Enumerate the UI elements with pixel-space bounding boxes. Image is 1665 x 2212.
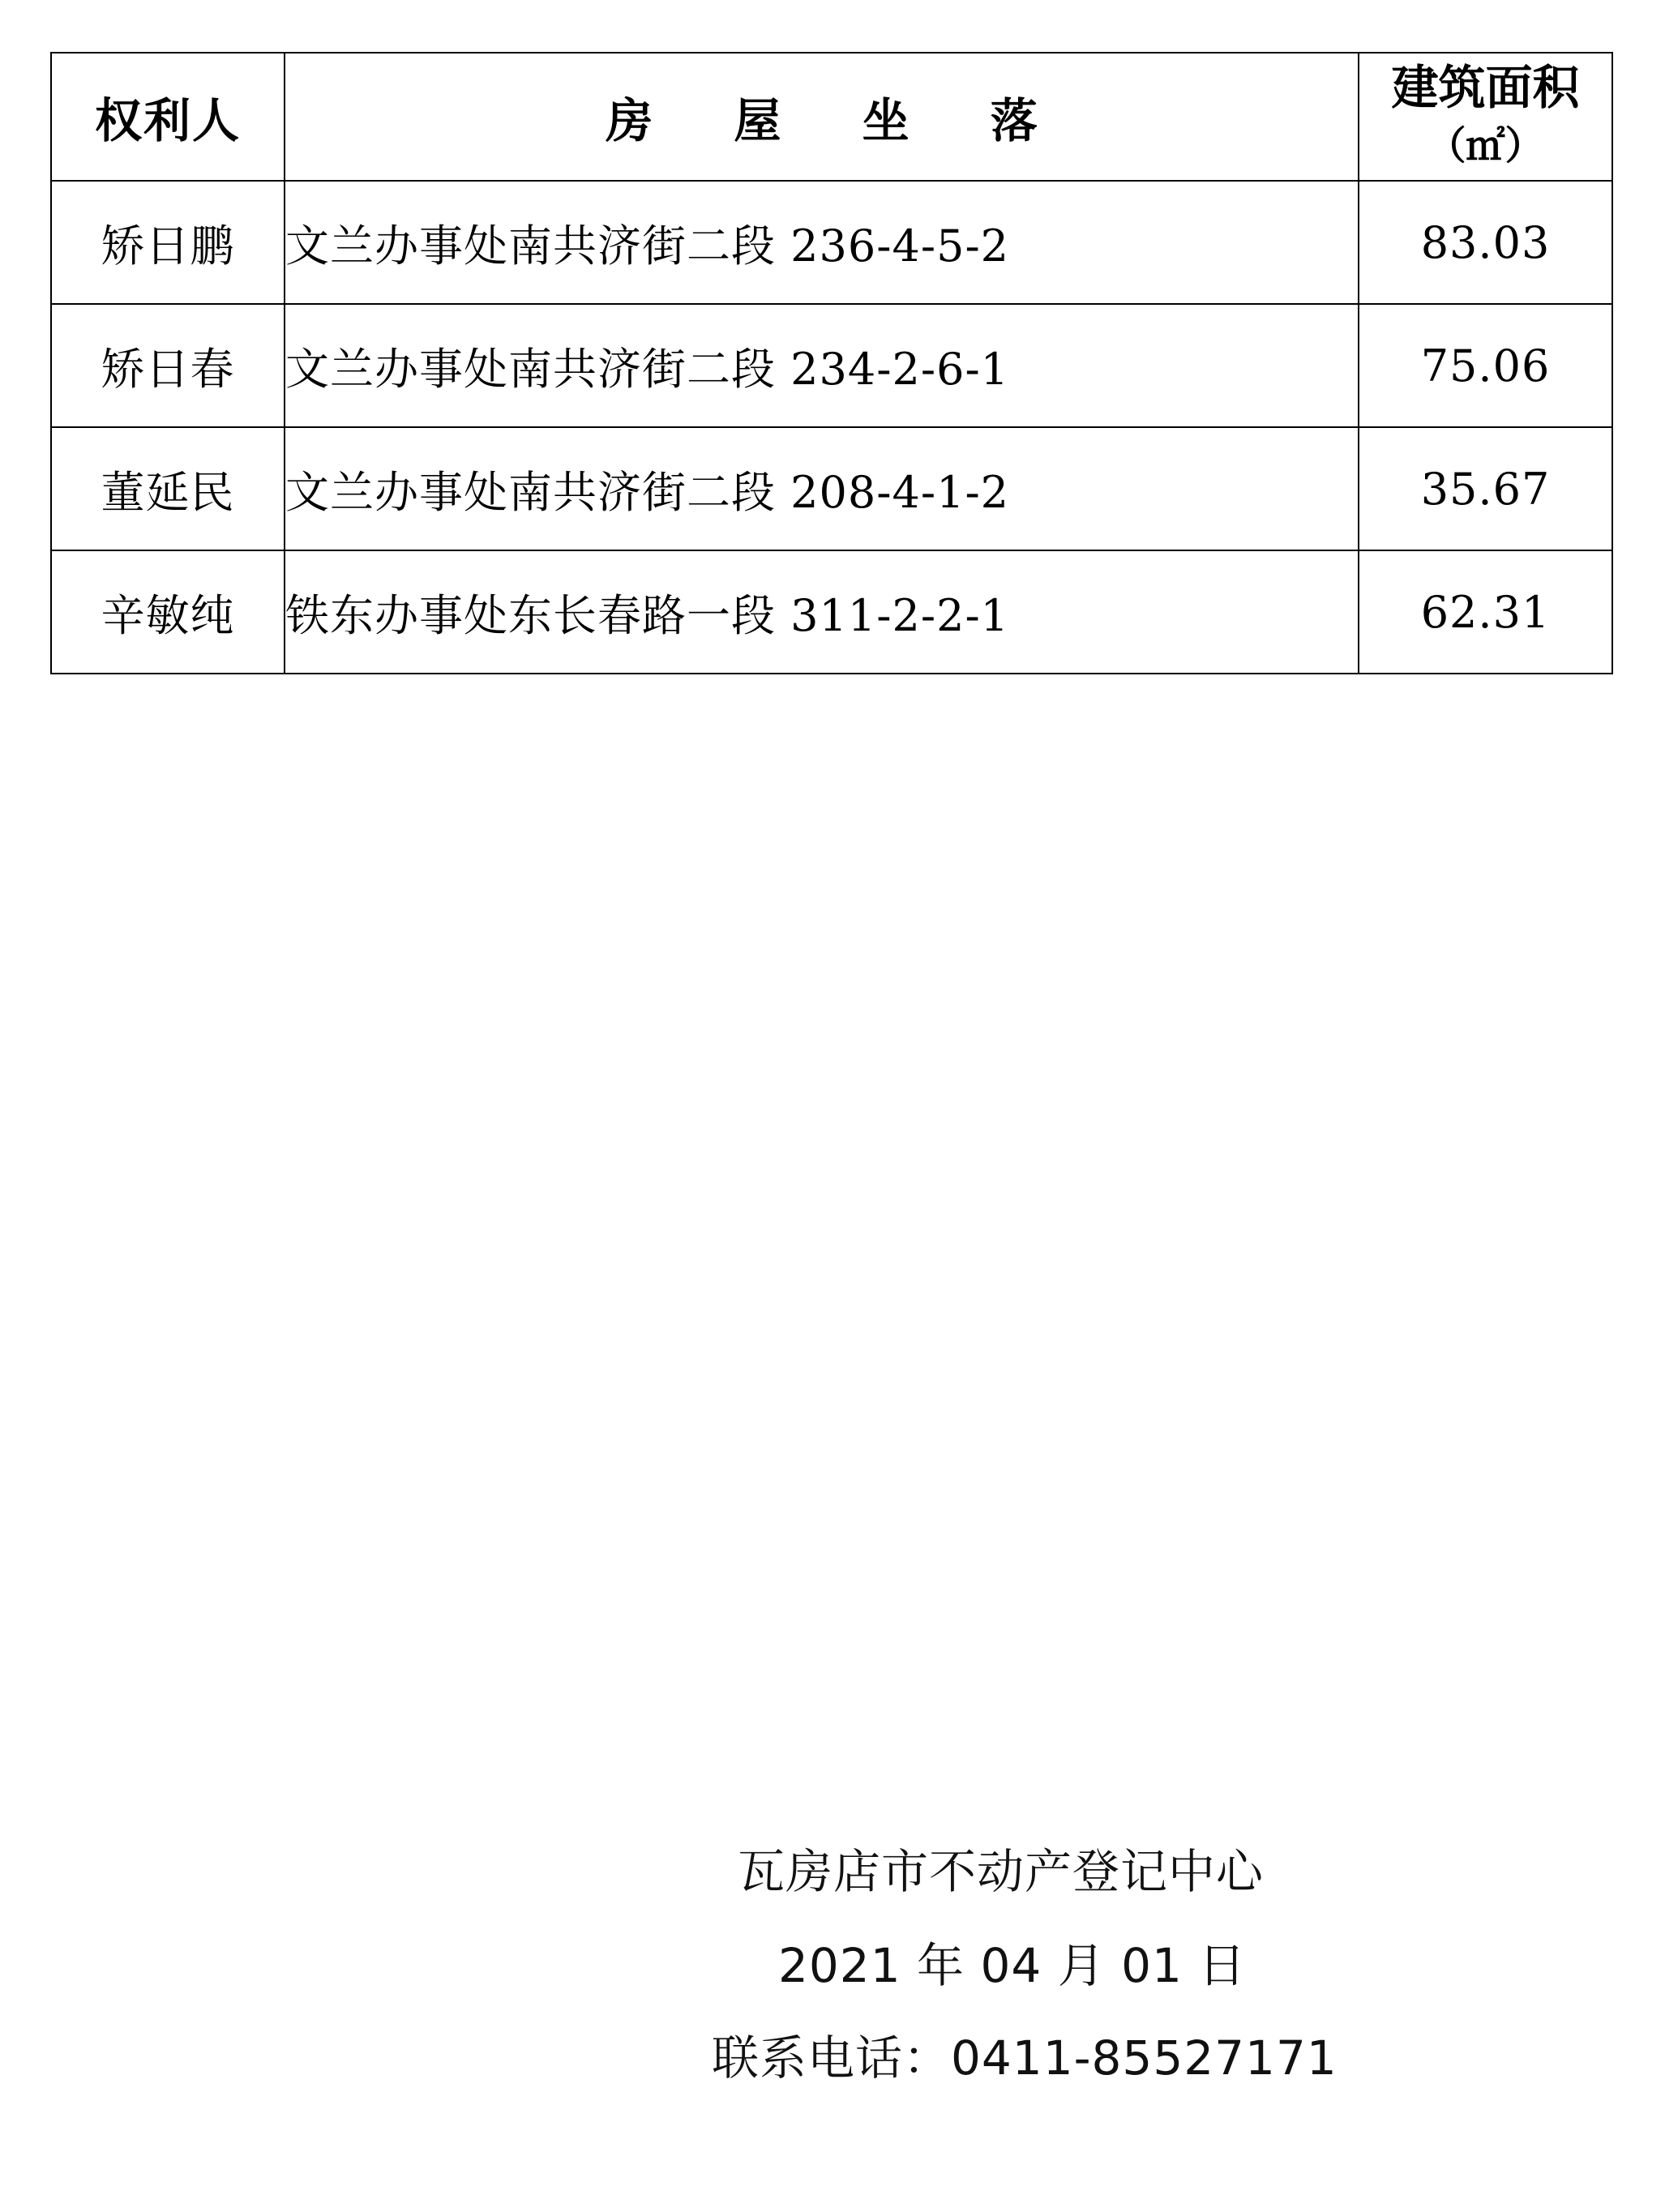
- table-row: [51, 304, 1612, 427]
- issue-date: 2021 年 04 月 01 日: [778, 1938, 1247, 1993]
- table-header-row: [51, 53, 1612, 181]
- location-cell: 文兰办事处南共济街二段 236-4-5-2: [285, 181, 1359, 304]
- property-registry-table: [50, 52, 1613, 674]
- area-cell: 62.31: [1359, 550, 1612, 674]
- header-owner: 权利人: [51, 53, 285, 181]
- location-cell: 铁东办事处东长春路一段 311-2-2-1: [285, 550, 1359, 674]
- owner-cell: 辛敏纯: [51, 550, 285, 674]
- owner-cell: 董延民: [51, 427, 285, 550]
- issuing-organization: 瓦房店市不动产登记中心: [738, 1844, 1265, 1899]
- header-location: [285, 53, 1359, 181]
- location-cell: 文兰办事处南共济街二段 208-4-1-2: [285, 427, 1359, 550]
- header-area: [1359, 53, 1612, 181]
- table-row: [51, 550, 1612, 674]
- header-area-title: 建筑面积: [1391, 60, 1580, 115]
- owner-cell: 矫日鹏: [51, 181, 285, 304]
- header-location-label: 房 屋 坐 落: [606, 93, 1070, 148]
- table-row: [51, 427, 1612, 550]
- contact-phone: 联系电话：0411-85527171: [712, 2030, 1338, 2086]
- table-row: [51, 181, 1612, 304]
- location-cell: 文兰办事处南共济街二段 234-2-6-1: [285, 304, 1359, 427]
- area-cell: 35.67: [1359, 427, 1612, 550]
- area-cell: 75.06: [1359, 304, 1612, 427]
- area-cell: 83.03: [1359, 181, 1612, 304]
- header-area-unit: （㎡）: [1427, 123, 1544, 169]
- owner-cell: 矫日春: [51, 304, 285, 427]
